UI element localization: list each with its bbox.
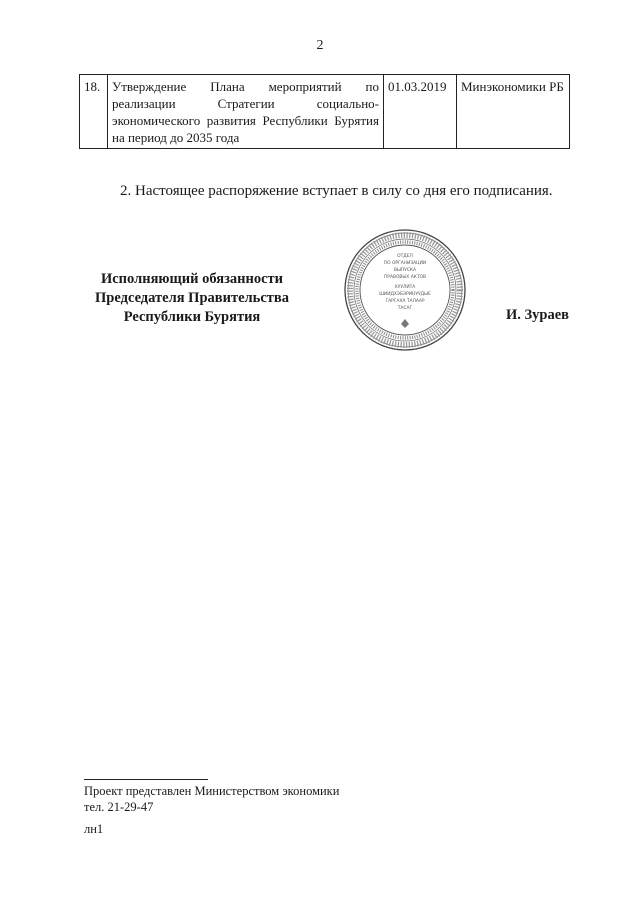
signatory-name: И. Зураев	[506, 307, 570, 323]
seal-text: ПРАВОВЫХ АКТОВ	[384, 275, 426, 280]
row-responsible: Минэкономики РБ	[457, 75, 570, 149]
table-row	[80, 75, 570, 149]
seal-text: ВЫПУСКА	[393, 268, 417, 273]
footnote-divider	[84, 779, 208, 780]
seal-text: ОТДЕЛ	[397, 254, 413, 259]
signatory-title-line: Республики Бурятия	[123, 309, 261, 325]
document-code: лн1	[84, 822, 104, 836]
row-date: 01.03.2019	[384, 75, 457, 149]
signatory-title	[72, 270, 312, 327]
project-note: Проект представлен Министерством экономики	[84, 784, 340, 798]
page-number: 2	[316, 38, 324, 53]
row-description: Утверждение Плана мероприятий по реализации Стратегии социально-экономического развития Республики Бурятия на период до 2035 года	[108, 75, 384, 149]
effective-clause: 2. Настоящее распоряжение вступает в силу со дня его подписания.	[120, 183, 553, 199]
signatory-title-line: Исполняющий обязанности	[100, 271, 284, 287]
plan-table	[79, 74, 570, 149]
seal-text: ПО ОРГАНИЗАЦИИ	[383, 261, 427, 266]
signatory-title-line: Председателя Правительства	[95, 290, 289, 306]
row-number: 18.	[80, 75, 108, 149]
seal-text: ТАСАГ	[397, 306, 413, 311]
phone-number: тел. 21-29-47	[84, 800, 154, 814]
seal-text: ХУУЛИТА	[394, 285, 416, 290]
seal-text: ГАРГАХА ТАЛААР	[385, 299, 425, 304]
official-seal-icon	[343, 228, 467, 352]
seal-text: ШИИДХЭБЭРИНУУДЫЕ	[379, 292, 431, 297]
